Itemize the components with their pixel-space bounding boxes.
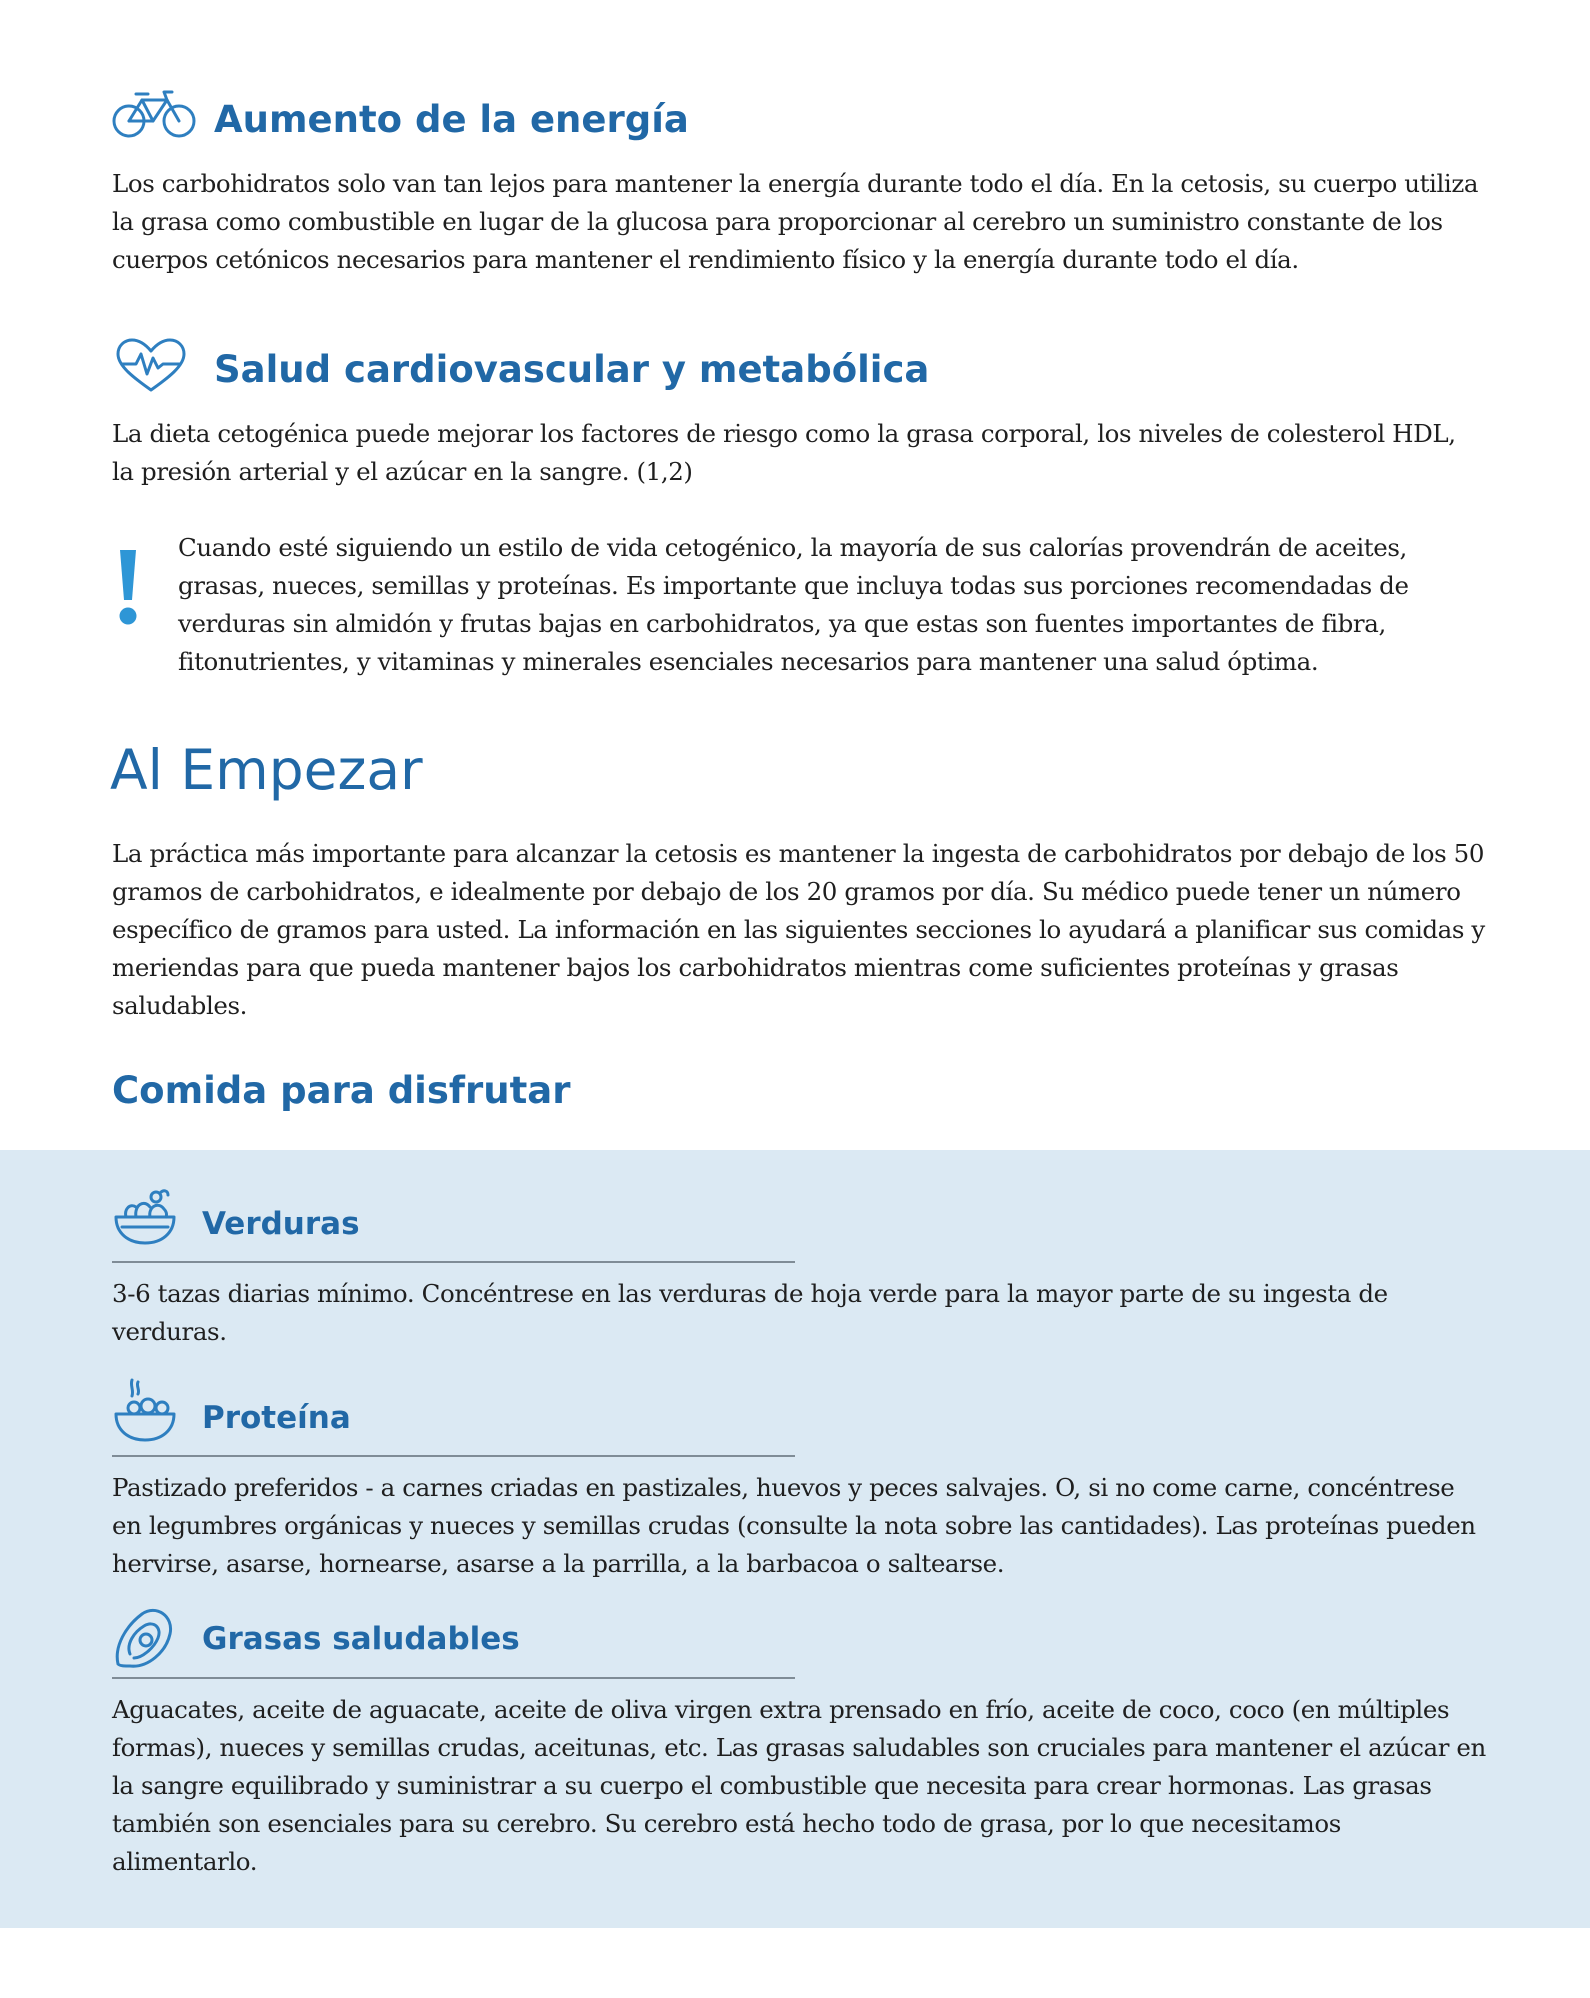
enjoy-heading: Comida para disfrutar <box>112 1069 571 1112</box>
note-paragraph: Cuando esté siguiendo un estilo de vida cetogénico, la mayoría de sus calorías provendrán de aceites, grasas, nueces, semillas y proteínas. Es importante que incluya todas sus porciones recomendadas de verduras sin almidón y frutas bajas en carbohidratos, ya que estas son fuentes importantes de fibra, fitonutrientes, y vitaminas y minerales esenciales necesarios para mantener una salud óptima. <box>178 533 1409 676</box>
bicycle-icon <box>112 88 196 140</box>
food-group-body-grasas: Aguacates, aceite de aguacate, aceite de oliva virgen extra prensado en frío, aceite de coco, coco (en múltiples formas), nueces y semillas crudas, aceitunas, etc. Las grasas saludables son cruciales para mantener el azúcar en la sangre equilibrado y suministrar a su cuerpo el combustible que necesita para crear hormonas. Las grasas también son esenciales para su cerebro. Su cerebro está hecho todo de grasa, por lo que necesitamos alimentarlo. <box>112 1695 1486 1876</box>
food-bowl-icon <box>112 1376 178 1444</box>
exclamation-icon <box>115 548 141 626</box>
divider <box>112 1455 795 1457</box>
food-group-title-grasas: Grasas saludables <box>202 1621 520 1657</box>
food-group-body-verduras: 3-6 tazas diarias mínimo. Concéntrese en las verduras de hoja verde para la mayor parte de su ingesta de verduras. <box>112 1279 1388 1346</box>
heartbeat-icon <box>114 338 188 394</box>
food-group-title-verduras: Verduras <box>202 1206 360 1242</box>
divider <box>112 1677 795 1679</box>
start-paragraph: La práctica más importante para alcanzar la cetosis es mantener la ingesta de carbohidratos por debajo de los 50 gramos de carbohidratos, e idealmente por debajo de los 20 gramos por día. Su médico puede tener un número específico de gramos para usted. La información en las siguientes secciones lo ayudará a planificar sus comidas y meriendas para que pueda mantener bajos los carbohidratos mientras come suficientes proteínas y grasas saludables. <box>112 839 1485 1020</box>
start-heading: Al Empezar <box>110 738 423 802</box>
cardio-paragraph: La dieta cetogénica puede mejorar los factores de riesgo como la grasa corporal, los niveles de colesterol HDL, la presión arterial y el azúcar en la sangre. (1,2) <box>112 419 1456 486</box>
divider <box>112 1261 795 1263</box>
food-group-title-proteina: Proteína <box>202 1400 351 1436</box>
energy-heading: Aumento de la energía <box>214 98 689 141</box>
avocado-icon <box>112 1606 176 1670</box>
energy-paragraph: Los carbohidratos solo van tan lejos para mantener la energía durante todo el día. En la cetosis, su cuerpo utiliza la grasa como combustible en lugar de la glucosa para proporcionar al cerebro un suministro constante de los cuerpos cetónicos necesarios para mantener el rendimiento físico y la energía durante todo el día. <box>112 169 1479 274</box>
salad-bowl-icon <box>112 1187 178 1249</box>
food-group-body-proteina: Pastizado preferidos - a carnes criadas en pastizales, huevos y peces salvajes. O, si no come carne, concéntrese en legumbres orgánicas y nueces y semillas crudas (consulte la nota sobre las cantidades). Las proteínas pueden hervirse, asarse, hornearse, asarse a la parrilla, a la barbacoa o saltearse. <box>112 1473 1476 1578</box>
cardio-heading: Salud cardiovascular y metabólica <box>214 348 930 391</box>
